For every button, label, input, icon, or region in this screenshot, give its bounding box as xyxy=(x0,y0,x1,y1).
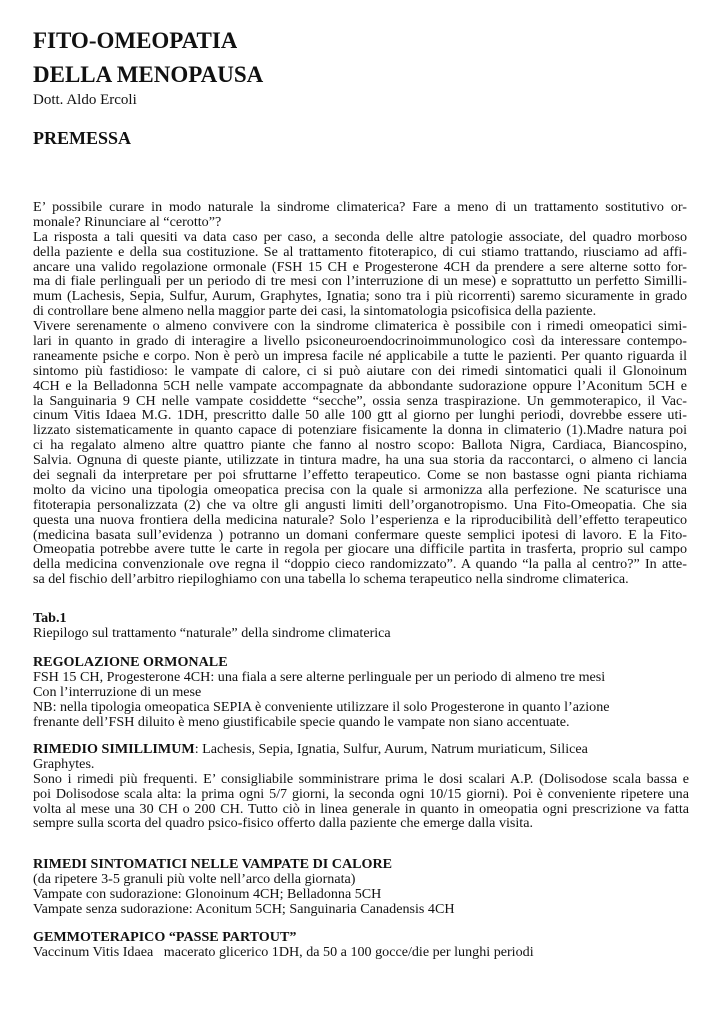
regolazione-line: NB: nella tipologia omeopatica SEPIA è conveniente utilizzare il solo Progesterone in quanto l’azione xyxy=(33,698,610,715)
title-line-1: FITO-OMEOPATIA xyxy=(33,28,238,48)
intro-line: mum (Lachesis, Sepia, Sulfur, Aurum, Graphytes, Ignatia; sono tra i più ricorrenti) saremo sicuramente in grado xyxy=(33,288,687,305)
intro-line: lizzato sistematicamente in quanto capace di potenziare fisicamente la donna in climaterio (1).Madre natura poi xyxy=(33,422,687,439)
intro-line: della paziente e della sua costituzione. Se al trattamento fitoterapico, di cui stiamo trattando, riusciamo ad affi- xyxy=(33,243,687,260)
simillimum-line: volta al mese una 30 CH o 200 CH. Tutto ciò in linea generale in quanto in omeopatia ogni prescrizione va fatta xyxy=(33,800,689,817)
simillimum-line: Graphytes. xyxy=(33,755,95,772)
table-caption xyxy=(33,611,689,641)
intro-line: (medicina basata sull’evidenza ) potranno un domani confermare queste semplici ipotesi di lavoro. E la Fito- xyxy=(33,526,687,543)
intro-line: sa del fischio dell’arbitro riepiloghiamo con una tabella lo schema terapeutico nella sindrome climaterica. xyxy=(33,571,629,588)
intro-line: di controllare bene almeno nella maggior parte dei casi, la sintomatologia psicofisica della paziente. xyxy=(33,303,597,320)
section-heading: PREMESSA xyxy=(33,128,132,148)
intro-line: La risposta a tali quesiti va data caso per caso, a seconda delle altre patologie associate, del quadro morboso xyxy=(33,228,687,245)
simillimum-heading-rest: : Lachesis, Sepia, Ignatia, Sulfur, Aurum, Natrum muriaticum, Silicea xyxy=(194,741,588,757)
gemmoterapico-heading: GEMMOTERAPICO “PASSE PARTOUT” xyxy=(33,929,297,945)
intro-line: Vivere serenamente o almeno convivere con la sindrome climaterica è possibile con i rimedi omeopatici simi- xyxy=(33,318,687,335)
intro-line: ancare una valido regolazione ormonale (FSH 15 CH e Progesterone 4CH da prendere a sere alterne sotto for- xyxy=(33,258,687,275)
intro-line: questa una nuova frontiera della medicina naturale? Solo l’esperienza e la riproducibilità dell’effetto terapeutico xyxy=(33,511,687,528)
sintomatici-heading: RIMEDI SINTOMATICI NELLE VAMPATE DI CALORE xyxy=(33,856,393,872)
regolazione-ormonale-section xyxy=(33,655,689,729)
regolazione-line: FSH 15 CH, Progesterone 4CH: una fiala a sere alterne perlinguale per un periodo di almeno tre mesi xyxy=(33,668,606,685)
intro-line: raneamente psiche e corpo. Non è però un impresa facile né applicabile a tutte le pazienti. Per quanto riguarda il xyxy=(33,347,687,364)
intro-line: dei segnali da interpretare per poi sfruttarne l’effetto terapeutico. Come se non bastasse ogni pianta richiama xyxy=(33,467,687,484)
intro-line: della medicina convenzionale ove regna il “doppio cieco randomizzato”. A quando “la palla al centro?” In atte- xyxy=(33,556,687,573)
intro-line: Salvia. Ognuna di queste piante, utilizzate in tintura madre, ha una sua storia da raccontarci, o almeno ci lancia xyxy=(33,452,687,469)
author: Dott. Aldo Ercoli xyxy=(33,92,137,108)
intro-line: Omeopatia potrebbe avere tutte le carte in regola per giocare una difficile partita in trasferta, proprio sul campo xyxy=(33,541,687,558)
simillimum-line: sempre sulla scorta del quadro psico-fisico offerto dalla paziente che emerge dalla visita. xyxy=(33,815,534,832)
gemmoterapico-line: Vaccinum Vitis Idaea macerato glicerico 1DH, da 50 a 100 gocce/die per lunghi periodi xyxy=(33,943,534,960)
table-label: Tab.1 xyxy=(33,610,67,626)
title-line-2: DELLA MENOPAUSA xyxy=(33,62,264,87)
simillimum-line: poi Dolisodose scala alta: la prima ogni 5/7 giorni, la seconda ogni 10/15 giorni). Poi è conveniente ripetere una xyxy=(33,785,689,802)
regolazione-line: Con l’interruzione di un mese xyxy=(33,683,202,700)
rimedio-simillimum-section xyxy=(33,742,689,831)
regolazione-heading: REGOLAZIONE ORMONALE xyxy=(33,654,228,670)
intro-line: E’ possibile curare in modo naturale la sindrome climaterica? Fare a meno di un trattamento sostitutivo or- xyxy=(33,199,687,215)
intro-line: ci ha regalato almeno altre quattro piante che fanno al nostro scopo: Ballota Nigra, Cardiaca, Biancospino, xyxy=(33,437,687,454)
intro-paragraph xyxy=(33,200,687,587)
simillimum-line: Sono i rimedi più frequenti. E’ consigliabile somministrare prima le dosi scalari A.P. (Dolisodose scala bassa e xyxy=(33,770,689,787)
intro-line: lari in quanto in grado di interagire a livello psiconeuroendocrinoimmunologico così da interessare contempo- xyxy=(33,333,687,350)
rimedi-sintomatici-section xyxy=(33,857,689,917)
table-title: Riepilogo sul trattamento “naturale” della sindrome climaterica xyxy=(33,624,391,641)
intro-line: la Sanguinaria 9 CH nelle vampate cosiddette “secche”, ossia senza traspirazione. Un gemmoterapico, il Vac- xyxy=(33,392,687,409)
intro-line: molto da vicino una tipologia omeopatica precisa con la quale si armonizza alla perfezione. Ne scaturisce una xyxy=(33,481,687,498)
simillimum-heading: RIMEDIO SIMILLIMUM xyxy=(33,741,195,757)
intro-line: fitoterapia personalizzata (2) che va oltre gli angusti limiti dell’organotropismo. Una Fito-Omeopatia. Che sia xyxy=(33,496,687,513)
sintomatici-line: (da ripetere 3-5 granuli più volte nell’arco della giornata) xyxy=(33,870,356,887)
regolazione-line: frenante dell’FSH diluito è meno giustificabile specie quando le vampate non siano accentuate. xyxy=(33,713,570,730)
intro-line: sintomo più fastidioso: le vampate di calore, ci si può aiutare con dei rimedi sintomatici quali il Glonoinum xyxy=(33,362,687,379)
intro-line: cinum Vitis Idaea M.G. 1DH, prescritto dalle 50 alle 100 gtt al giorno per lunghi periodi, dovrebbe essere uti- xyxy=(33,407,687,424)
gemmoterapico-section xyxy=(33,930,689,960)
intro-line: monale? Rinunciare al “cerotto”? xyxy=(33,213,222,230)
sintomatici-line: Vampate senza sudorazione: Aconitum 5CH; Sanguinaria Canadensis 4CH xyxy=(33,900,455,917)
simillimum-heading-line xyxy=(33,742,689,757)
intro-line: 4CH e la Belladonna 5CH nelle vampate accompagnate da abbondante sudorazione oppure l’Aconitum 5CH e xyxy=(33,377,687,394)
sintomatici-line: Vampate con sudorazione: Glonoinum 4CH; Belladonna 5CH xyxy=(33,885,382,902)
intro-line: ma di fiale perlinguali per un periodo di tre mesi con l’interruzione di un mese) e soprattutto un perfetto Similli- xyxy=(33,273,687,290)
